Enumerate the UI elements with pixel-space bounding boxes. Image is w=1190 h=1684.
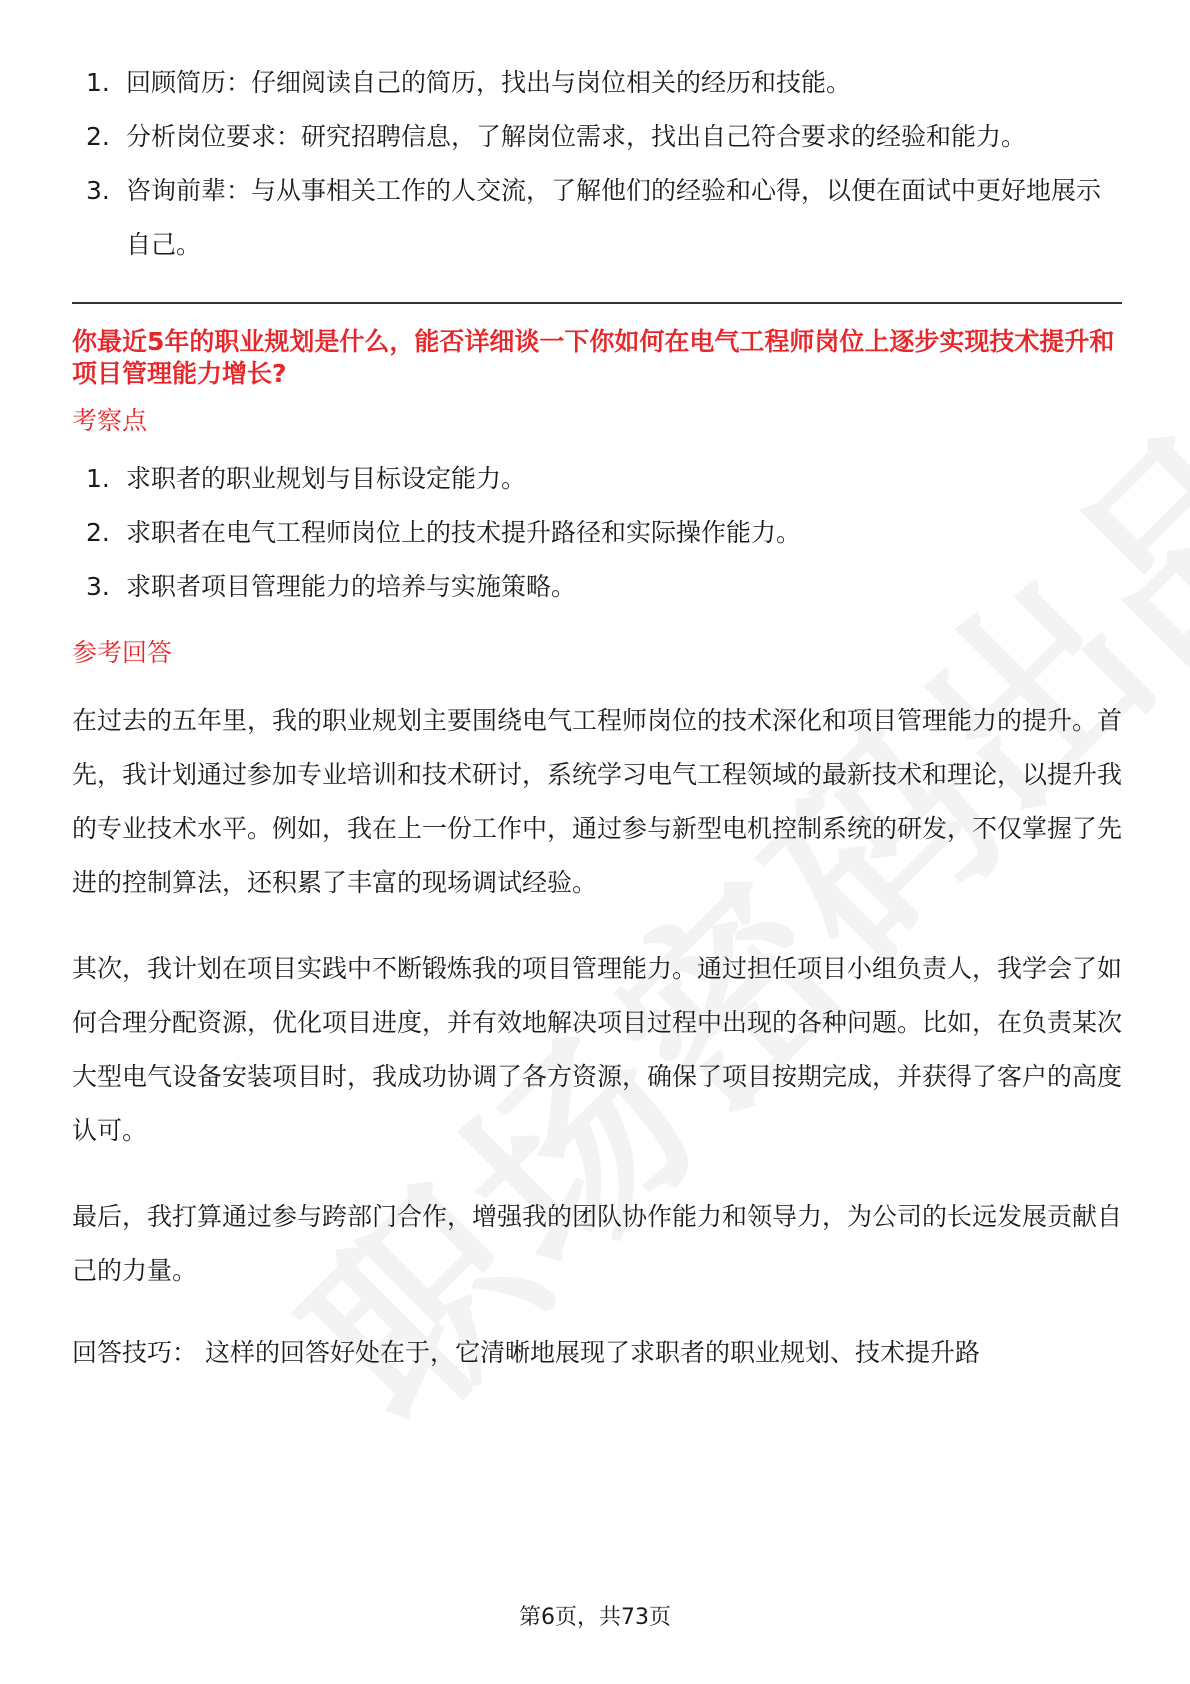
content <box>72 56 1122 1380</box>
list-item: 1. 回顾简历：仔细阅读自己的简历，找出与岗位相关的经历和技能。 <box>86 68 852 97</box>
check-points-label: 考察点 <box>72 406 148 435</box>
reference-answer <box>72 694 1122 1298</box>
page-number: 第6页，共73页 <box>519 1605 671 1630</box>
intro-list <box>72 56 1122 272</box>
question-heading: 你最近5年的职业规划是什么，能否详细谈一下你如何在电气工程师岗位上逐步实现技术提升和项目管理能力增长? <box>72 327 1115 388</box>
list-item: 2. 求职者在电气工程师岗位上的技术提升路径和实际操作能力。 <box>86 518 802 547</box>
reference-answer-label: 参考回答 <box>72 638 173 667</box>
answer-paragraph: 在过去的五年里，我的职业规划主要围绕电气工程师岗位的技术深化和项目管理能力的提升。首先，我计划通过参加专业培训和技术研讨，系统学习电气工程领域的最新技术和理论，以提升我的专业技术水平。例如，我在上一份工作中，通过参与新型电机控制系统的研发，不仅掌握了先进的控制算法，还积累了丰富的现场调试经验。 <box>72 706 1123 897</box>
list-item: 2. 分析岗位要求：研究招聘信息，了解岗位需求，找出自己符合要求的经验和能力。 <box>86 122 1027 151</box>
answer-tip: 回答技巧： 这样的回答好处在于，它清晰地展现了求职者的职业规划、技术提升路 <box>72 1338 980 1367</box>
list-item: 3. 咨询前辈：与从事相关工作的人交流，了解他们的经验和心得，以便在面试中更好地展示自己。 <box>86 176 1102 259</box>
section-divider <box>72 302 1122 304</box>
answer-paragraph: 其次，我计划在项目实践中不断锻炼我的项目管理能力。通过担任项目小组负责人，我学会了如何合理分配资源，优化项目进度，并有效地解决项目过程中出现的各种问题。比如，在负责某次大型电气设备安装项目时，我成功协调了各方资源，确保了项目按期完成，并获得了客户的高度认可。 <box>72 954 1123 1145</box>
check-points-list <box>72 452 1122 614</box>
list-item: 1. 求职者的职业规划与目标设定能力。 <box>86 464 527 493</box>
list-item: 3. 求职者项目管理能力的培养与实施策略。 <box>86 572 577 601</box>
answer-paragraph: 最后，我打算通过参与跨部门合作，增强我的团队协作能力和领导力，为公司的长远发展贡献自己的力量。 <box>72 1202 1123 1285</box>
